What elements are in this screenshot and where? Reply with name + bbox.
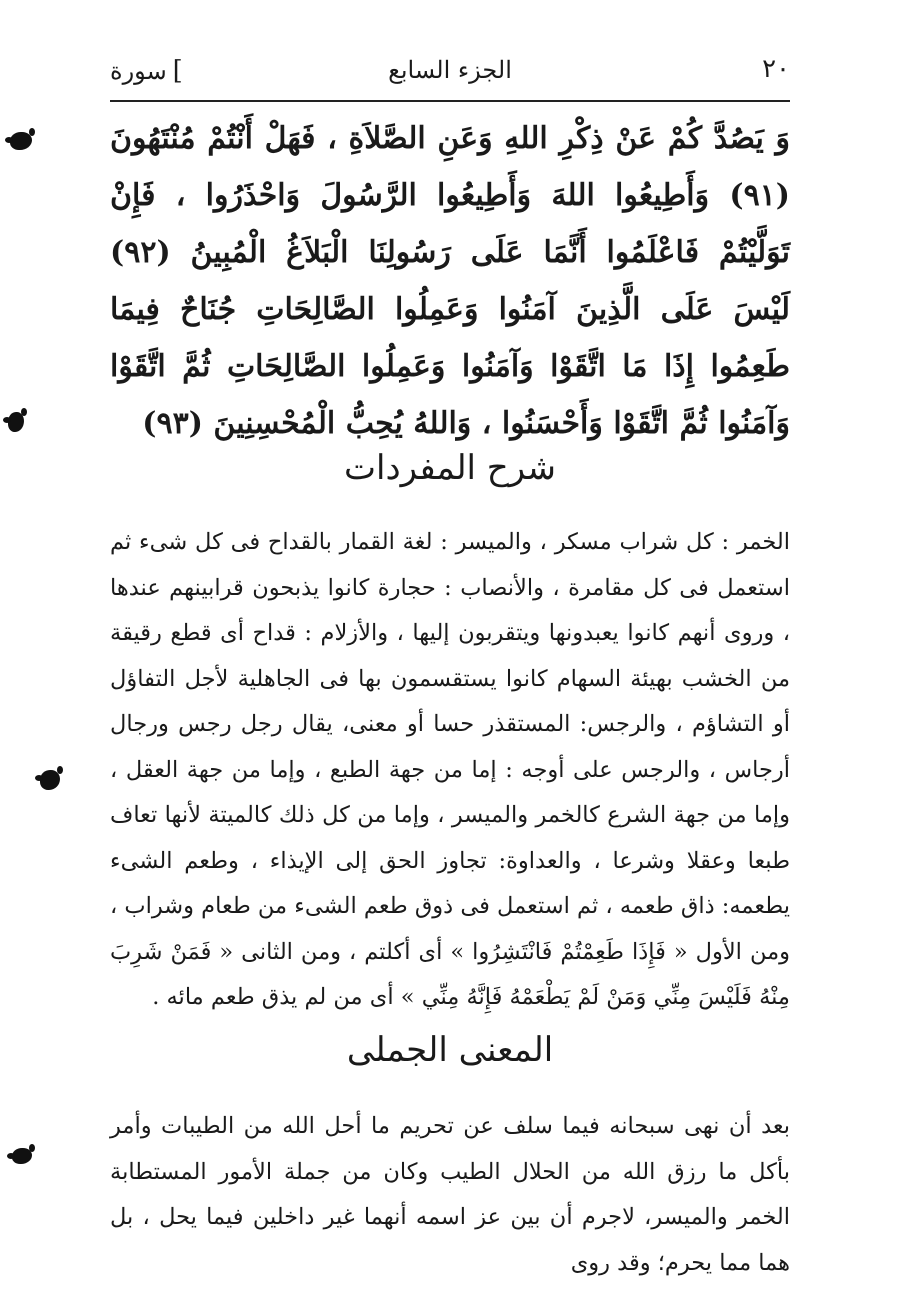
surah-label: سورة xyxy=(110,57,167,85)
overall-meaning-heading: المعنى الجملى xyxy=(346,1030,554,1070)
vocabulary-text: الخمر : كل شراب مسكر ، والميسر : لغة القمار بالقداح فى كل شىء ثم استعمل فى كل مقامرة ، والأنصاب : حجارة كانوا يذبحون قرابينهم عندها ، وروى أنهم كانوا يعبدونها ويتقربون إليها ، والأزلام : قداح أى قطع رقيقة من الخشب بهيئة السهام كانوا يستقسمون بها فى الجاهلية لأجل التفاؤل أو التشاؤم ، والرجس: المستقذر حسا أو معنى، يقال رجل رجس ورجال أرجاس ، والرجس على أوجه : إما من جهة الطبع ، وإما من جهة العقل ، وإما من جهة الشرع كالخمر والميسر ، وإما من كل ذلك كالميتة لأنها تعاف طبعا وعقلا وشرعا ، والعداوة: تجاوز الحق إلى الإيذاء ، وطعم الشىء يطعمه: ذاق طعمه ، ثم استعمل فى ذوق طعم الشىء من طعام وشراب ، ومن الأول « فَإِذَا طَعِمْتُمْ فَانْتَشِرُوا » أى أكلتم ، ومن الثانى « فَمَنْ شَرِبَ مِنْهُ فَلَيْسَ مِنِّي وَمَنْ لَمْ يَطْعَمْهُ فَإِنَّهُ مِنِّي » أى من لم يذق طعم مائه . xyxy=(110,529,790,1010)
ink-blot xyxy=(8,412,24,432)
ink-blot xyxy=(12,1148,32,1164)
page-header xyxy=(110,48,790,96)
part-title: الجزء السابع xyxy=(388,56,512,84)
ink-blot xyxy=(10,132,32,150)
vocabulary-heading: شرح المفردات xyxy=(343,448,557,488)
surah-label-group xyxy=(110,56,183,86)
ink-blot xyxy=(40,770,60,790)
header-bracket: ] xyxy=(172,56,183,86)
header-divider xyxy=(110,100,790,102)
overall-meaning-text: بعد أن نهى سبحانه فيما سلف عن تحريم ما أحل الله من الطيبات وأمر بأكل ما رزق الله من الحلال الطيب وكان من جملة الأمور المستطابة الخمر والميسر، لاجرم أن بين عز اسمه أنهما غير داخلين فيما يحل ، بل هما مما يحرم؛ وقد روى xyxy=(110,1113,790,1276)
page-number: ٢٠ xyxy=(762,54,790,84)
quran-verses: وَ يَصُدَّ كُمْ عَنْ ذِكْرِ اللهِ وَعَنِ الصَّلاَةِ ، فَهَلْ أَنْتُمْ مُنْتَهُونَ (٩١) وَأَطِيعُوا اللهَ وَأَطِيعُوا الرَّسُولَ وَاحْذَرُوا ، فَإِنْ تَوَلَّيْتُمْ فَاعْلَمُوا أَنَّمَا عَلَى رَسُولِنَا الْبَلاَغُ الْمُبِينُ (٩٢) لَيْسَ عَلَى الَّذِينَ آمَنُوا وَعَمِلُوا الصَّالِحَاتِ جُنَاحٌ فِيمَا طَعِمُوا إِذَا مَا اتَّقَوْا وَآمَنُوا وَعَمِلُوا الصَّالِحَاتِ ثُمَّ اتَّقَوْا وَآمَنُوا ثُمَّ اتَّقَوْا وَأَحْسَنُوا ، وَاللهُ يُحِبُّ الْمُحْسِنِينَ (٩٣) xyxy=(110,121,790,441)
